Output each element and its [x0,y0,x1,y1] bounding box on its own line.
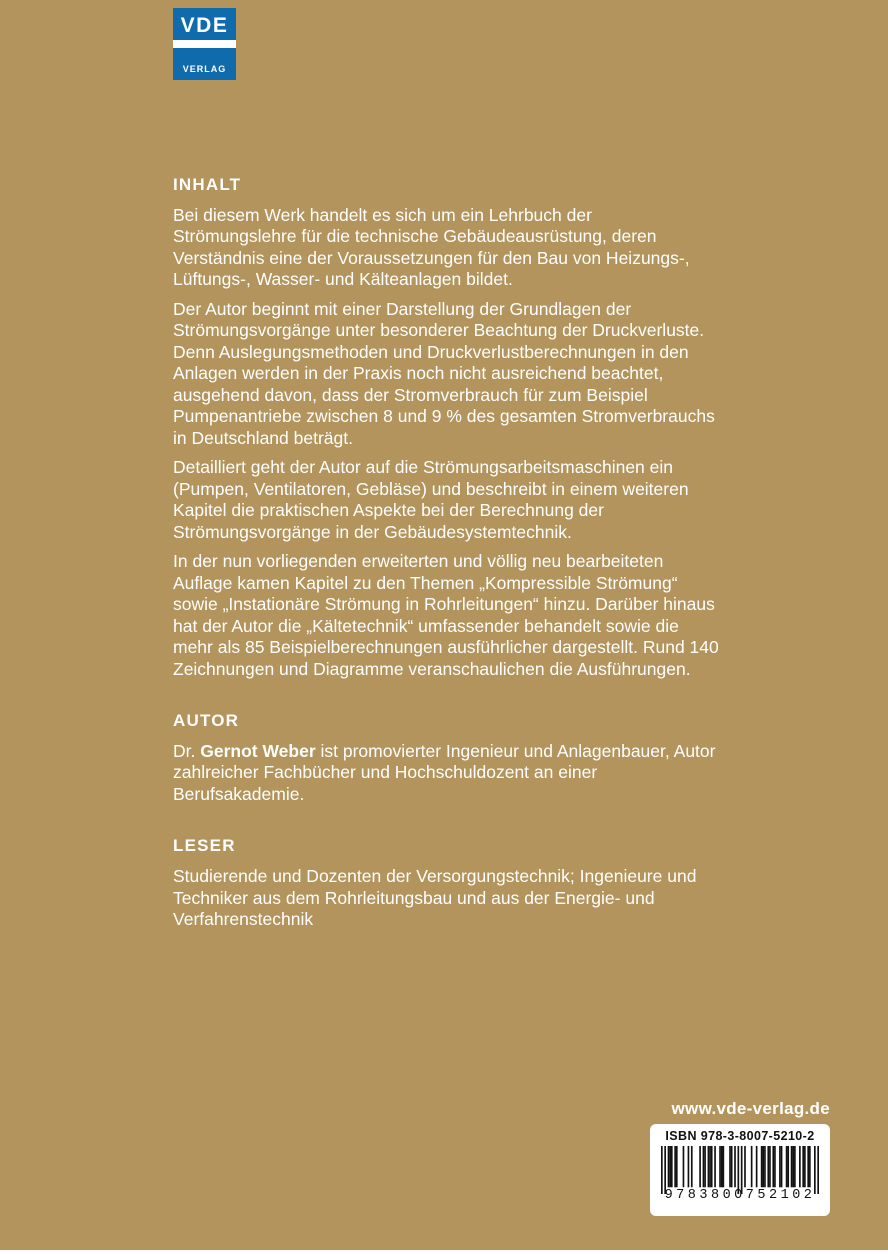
vde-logo-bar [173,40,236,48]
author-name: Gernot Weber [200,740,316,761]
page-bottom-edge [0,1250,888,1254]
back-cover-text [173,176,719,939]
section-heading-autor: AUTOR [173,711,240,731]
vde-logo [173,8,236,80]
barcode-svg [661,1146,819,1194]
inhalt-paragraph: In der nun vorliegenden erweiterten und völlig neu bearbeiteten Auflage kamen Kapitel zu den Themen „Kompressible Strömung“ sowie „Instationäre Strömung in Rohrleitungen“ hinzu. Darüber hinaus hat der Autor die „Kältetechnik“ umfassender behandelt sowie die mehr als 85 Beispielberechnungen ausführlicher dargestellt. Rund 140 Zeichnungen und Diagramme veranschaulichen die Ausführungen. [173,551,719,679]
leser-paragraph: Studierende und Dozenten der Versorgungstechnik; Ingenieure und Techniker aus dem Rohrleitungsbau und aus der Energie- und Verfahrenstechnik [173,866,697,930]
inhalt-paragraph: Detailliert geht der Autor auf die Strömungsarbeitsmaschinen ein (Pumpen, Ventilatoren, Gebläse) und beschreibt in einem weiteren Kapitel die praktischen Aspekte bei der Berechnung der Strömungsvorgänge in der Gebäudesystemtechnik. [173,457,689,542]
section-heading-leser: LESER [173,836,236,856]
vde-logo-subtext: VERLAG [182,64,227,74]
publisher-website: www.vde-verlag.de [671,1099,830,1118]
isbn-box [650,1124,830,1216]
autor-rest: ist promovierter Ingenieur und Anlagenbauer, Autor zahlreicher Fachbücher und Hochschuldozent an einer Berufsakademie. [173,740,716,804]
inhalt-paragraph: Der Autor beginnt mit einer Darstellung der Grundlagen der Strömungsvorgänge unter besonderer Beachtung der Druckverluste. Denn Auslegungsmethoden und Druckverlustberechnungen in den Anlagen werden in der Praxis noch nicht ausreichend beachtet, ausgehend davon, dass der Stromverbrauch für zum Beispiel Pumpenantriebe zwischen 8 und 9 % des gesamten Stromverbrauchs in Deutschland beträgt. [173,298,715,448]
autor-paragraph [173,741,719,806]
barcode-digits: 9783800752102 [664,1188,816,1203]
section-heading-inhalt: INHALT [173,175,242,194]
autor-prefix: Dr. [173,740,201,761]
inhalt-paragraph: Bei diesem Werk handelt es sich um ein Lehrbuch der Strömungslehre für die technische Gebäudeausrüstung, deren Verständnis eine der Voraussetzungen für den Bau von Heizungs-, Lüftungs-, Wasser- und Kälteanlagen bildet. [173,204,690,290]
isbn-label: ISBN 978-3-8007-5210-2 [665,1129,815,1143]
vde-logo-text: VDE [180,14,229,37]
